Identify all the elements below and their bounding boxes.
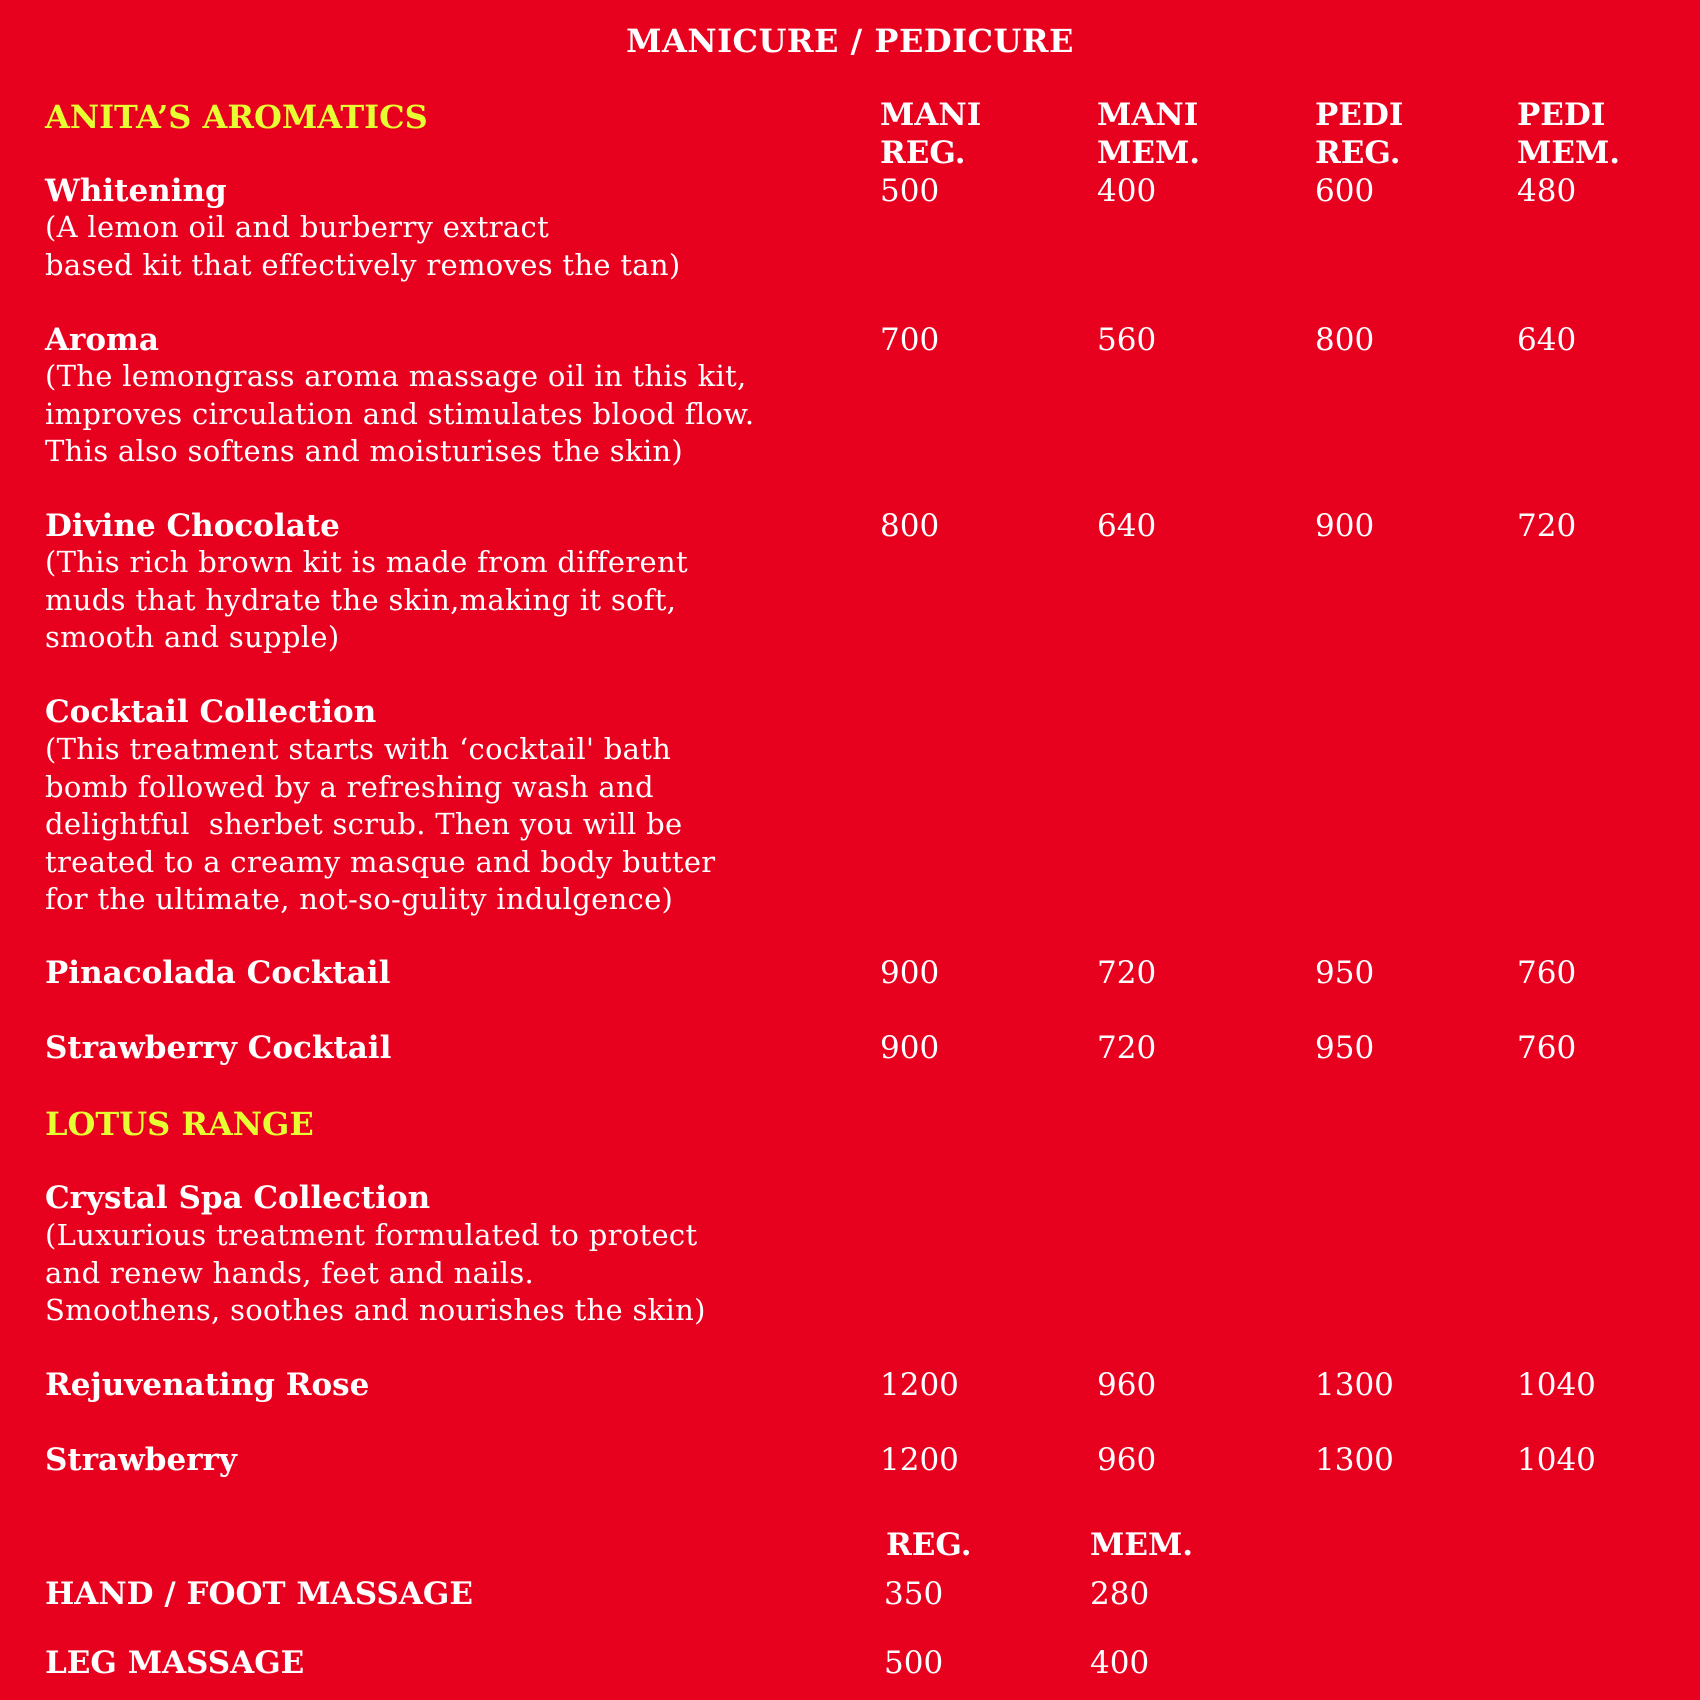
price-pedi-reg: 1300 <box>1315 1442 1394 1478</box>
price-pedi-reg: 1300 <box>1315 1367 1394 1403</box>
price-mem: 400 <box>1090 1645 1150 1681</box>
price-reg: 350 <box>884 1576 944 1612</box>
price-pedi-mem: 1040 <box>1517 1367 1596 1403</box>
treatment-description: (Luxurious treatment formulated to protect and renew hands, feet and nails. Smoothens, soothes and nourishes the skin) <box>45 1218 706 1327</box>
price-pedi-reg: 600 <box>1315 173 1375 209</box>
price-mem: 280 <box>1090 1576 1150 1612</box>
price-mani-mem: 720 <box>1097 955 1157 991</box>
price-mani-reg: 800 <box>880 508 940 544</box>
price-mani-reg: 1200 <box>880 1367 959 1403</box>
price-mani-reg: 700 <box>880 322 940 358</box>
price-mani-mem: 640 <box>1097 508 1157 544</box>
treatment-name: Strawberry Cocktail <box>45 1030 392 1066</box>
price-mani-reg: 500 <box>880 173 940 209</box>
massage-name: HAND / FOOT MASSAGE <box>45 1576 473 1612</box>
column-header-reg: REG. <box>886 1527 972 1563</box>
treatment-name: Cocktail Collection <box>45 694 377 730</box>
price-pedi-mem: 480 <box>1517 173 1577 209</box>
column-header-mani-mem: MANI MEM. <box>1097 97 1201 171</box>
price-mani-mem: 720 <box>1097 1030 1157 1066</box>
column-header-pedi-reg: PEDI REG. <box>1315 97 1404 171</box>
treatment-description: (This rich brown kit is made from different muds that hydrate the skin,making it soft, smooth and supple) <box>45 545 688 654</box>
price-mani-reg: 1200 <box>880 1442 959 1478</box>
section-heading-anitas-aromatics: ANITA’S AROMATICS <box>45 98 428 136</box>
treatment-name: Aroma <box>45 322 159 358</box>
price-pedi-reg: 950 <box>1315 955 1375 991</box>
treatment-description: (This treatment starts with ‘cocktail' bath bomb followed by a refreshing wash and delightful sherbet scrub. Then you will be treated to a creamy masque and body butter for the ultimate, not-so-gulity indulgence) <box>45 732 716 916</box>
treatment-name: Crystal Spa Collection <box>45 1180 431 1216</box>
treatment-name: Whitening <box>45 173 227 209</box>
page-title: MANICURE / PEDICURE <box>626 22 1074 60</box>
column-header-mani-reg: MANI REG. <box>880 97 982 171</box>
column-header-pedi-mem: PEDI MEM. <box>1517 97 1621 171</box>
treatment-description: (The lemongrass aroma massage oil in this kit, improves circulation and stimulates blood flow. This also softens and moisturises the skin) <box>45 359 755 468</box>
price-pedi-reg: 950 <box>1315 1030 1375 1066</box>
price-mani-mem: 960 <box>1097 1442 1157 1478</box>
price-reg: 500 <box>884 1645 944 1681</box>
treatment-name: Rejuvenating Rose <box>45 1367 370 1403</box>
price-pedi-mem: 640 <box>1517 322 1577 358</box>
column-header-mem: MEM. <box>1090 1527 1194 1563</box>
price-pedi-reg: 900 <box>1315 508 1375 544</box>
price-mani-reg: 900 <box>880 955 940 991</box>
price-pedi-mem: 760 <box>1517 1030 1577 1066</box>
price-pedi-mem: 760 <box>1517 955 1577 991</box>
treatment-name: Pinacolada Cocktail <box>45 955 391 991</box>
treatment-name: Divine Chocolate <box>45 508 340 544</box>
price-mani-mem: 560 <box>1097 322 1157 358</box>
price-pedi-reg: 800 <box>1315 322 1375 358</box>
price-pedi-mem: 720 <box>1517 508 1577 544</box>
section-heading-lotus-range: LOTUS RANGE <box>45 1105 314 1143</box>
treatment-description: (A lemon oil and burberry extract based kit that effectively removes the tan) <box>45 210 681 282</box>
treatment-name: Strawberry <box>45 1442 237 1478</box>
price-pedi-mem: 1040 <box>1517 1442 1596 1478</box>
price-mani-mem: 960 <box>1097 1367 1157 1403</box>
price-mani-mem: 400 <box>1097 173 1157 209</box>
massage-name: LEG MASSAGE <box>45 1645 305 1681</box>
price-mani-reg: 900 <box>880 1030 940 1066</box>
